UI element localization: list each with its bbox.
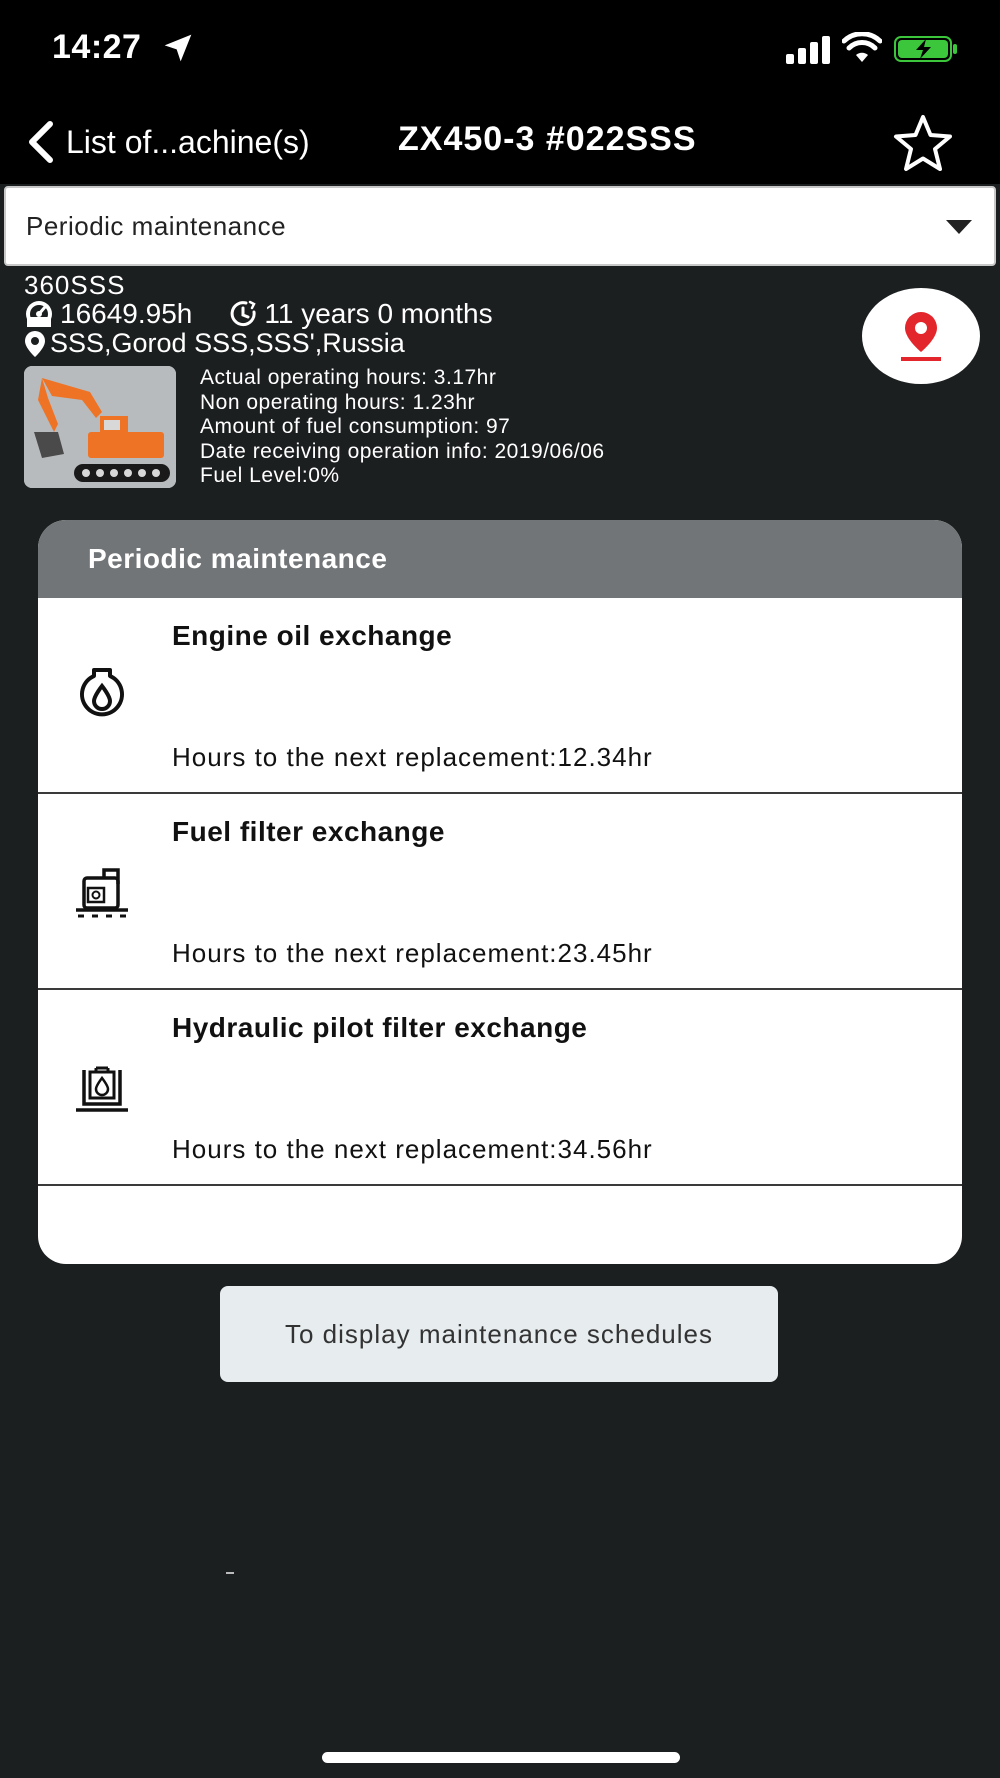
machine-age [228, 298, 492, 330]
maintenance-item-fuel-filter[interactable] [38, 794, 962, 990]
maintenance-card [38, 520, 962, 1264]
chevron-left-icon [24, 120, 58, 164]
fuel-consumption: Amount of fuel consumption: 97 [200, 415, 511, 438]
status-bar [0, 0, 1000, 100]
maintenance-item-title: Hydraulic pilot filter exchange [172, 1012, 588, 1043]
hour-meter: 16649.95h [60, 298, 193, 329]
machine-info [24, 270, 984, 358]
maintenance-item-next: Hours to the next replacement:34.56hr [172, 1134, 653, 1164]
location-arrow-icon [162, 32, 194, 64]
speedometer-icon [24, 299, 54, 329]
operation-details [200, 366, 605, 489]
machine-location [24, 328, 405, 359]
engine-oil-icon [74, 664, 130, 724]
caret-down-icon [946, 220, 972, 234]
nav-bar [0, 100, 1000, 184]
display-schedules-button[interactable]: To display maintenance schedules [220, 1286, 778, 1382]
fuel-level: Fuel Level:0% [200, 464, 340, 487]
hydraulic-filter-icon [74, 1056, 130, 1116]
map-pin-icon [899, 310, 943, 362]
home-indicator[interactable] [322, 1752, 680, 1763]
maintenance-item-title: Fuel filter exchange [172, 816, 445, 847]
back-button-label: List of...achine(s) [66, 123, 310, 160]
machine-age-value: 11 years 0 months [264, 298, 493, 329]
machine-stats [24, 298, 493, 330]
clock-history-icon [228, 299, 258, 329]
status-time: 14:27 [52, 28, 142, 66]
maintenance-item-title: Engine oil exchange [172, 620, 453, 651]
wifi-icon [842, 32, 882, 64]
page-title: ZX450-3 #022SSS [398, 120, 697, 158]
maintenance-item-next: Hours to the next replacement:12.34hr [172, 742, 653, 772]
maintenance-item-engine-oil[interactable] [38, 598, 962, 794]
maintenance-card-header: Periodic maintenance [38, 520, 962, 598]
maintenance-item-next: Hours to the next replacement:23.45hr [172, 938, 653, 968]
location-text: SSS,Gorod SSS,SSS',Russia [50, 328, 405, 358]
category-dropdown[interactable] [4, 186, 996, 266]
divider-mark [226, 1572, 234, 1574]
map-location-button[interactable] [862, 288, 980, 384]
non-operating-hours: Non operating hours: 1.23hr [200, 390, 476, 414]
fuel-filter-icon [74, 860, 130, 920]
dropdown-selected-value: Periodic maintenance [26, 210, 287, 241]
model-code: 360SSS [24, 270, 126, 300]
cellular-signal-icon [786, 36, 830, 64]
location-pin-icon [24, 330, 46, 358]
actual-operating-hours: Actual operating hours: 3.17hr [200, 366, 497, 389]
excavator-icon [24, 366, 176, 488]
back-button[interactable] [24, 118, 310, 166]
operation-info-date: Date receiving operation info: 2019/06/06 [200, 439, 605, 463]
maintenance-item-hydraulic-filter[interactable] [38, 990, 962, 1186]
battery-charging-icon [894, 36, 958, 62]
machine-thumbnail [24, 366, 176, 488]
favorite-star-icon[interactable] [892, 114, 954, 172]
